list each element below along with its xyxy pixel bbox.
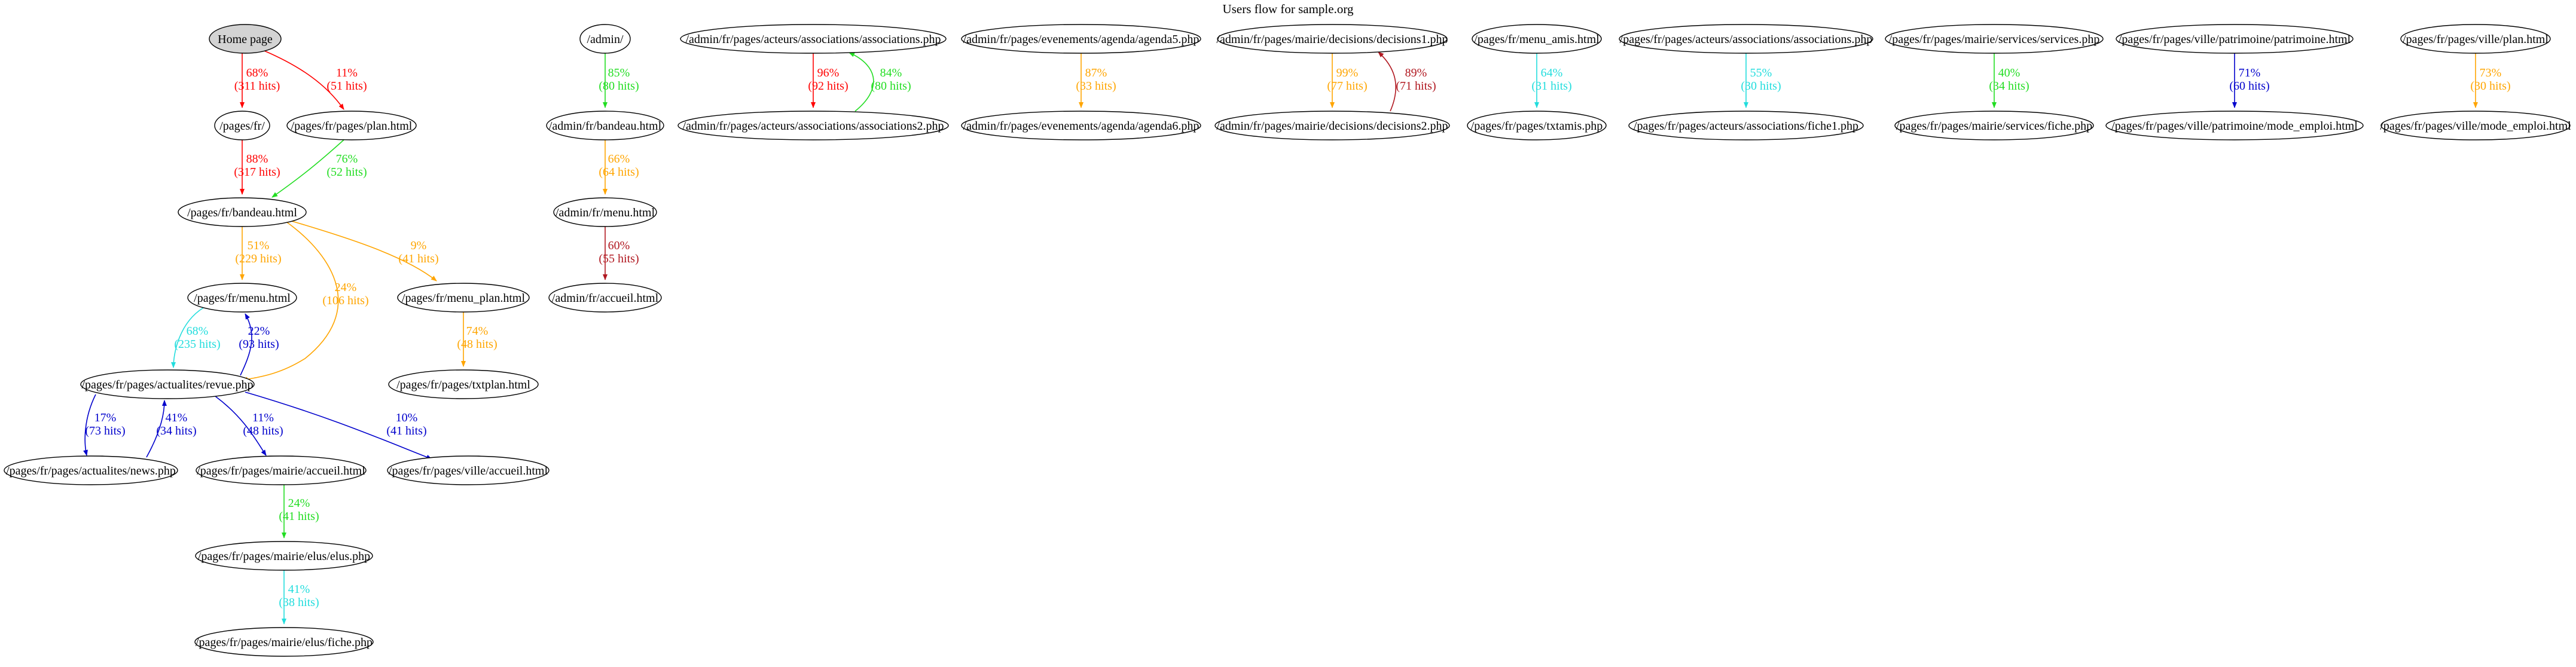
node-label: /pages/fr/pages/mairie/elus/elus.php — [197, 550, 371, 563]
node-ville-mode — [2380, 111, 2571, 140]
node-bandeau — [178, 198, 306, 227]
node-services — [1885, 25, 2103, 53]
edge-percent-label: 22% — [248, 325, 270, 338]
node-home — [209, 25, 281, 53]
node-label: /pages/fr/pages/actualites/news.php — [6, 464, 176, 478]
node-label: /pages/fr/pages/mairie/services/fiche.php — [1896, 120, 2093, 133]
node-label: /admin/fr/pages/acteurs/associations/associations2.php — [682, 120, 944, 133]
node-admin-accueil — [549, 283, 661, 312]
edge-hits-label: (34 hits) — [156, 424, 197, 437]
edge-elus-to-elus_fiche — [279, 570, 319, 624]
edge-aa_assoc2-to-aa_assoc — [849, 53, 911, 111]
edge-hits-label: (30 hits) — [1741, 79, 1781, 93]
edge-hits-label: (34 hits) — [1989, 79, 2029, 93]
edge-hits-label: (52 hits) — [326, 166, 367, 179]
node-label: /admin/fr/pages/acteurs/associations/associations.php — [685, 33, 941, 46]
edge-percent-label: 99% — [1336, 66, 1359, 79]
node-mairie-accueil — [196, 456, 366, 485]
node-news — [4, 456, 178, 485]
edge-percent-label: 84% — [880, 66, 902, 79]
edge-percent-label: 64% — [1540, 66, 1563, 79]
edge-percent-label: 17% — [94, 411, 117, 424]
edge-bandeau-to-menu_plan — [292, 221, 439, 281]
edge-arrow — [1378, 52, 1396, 111]
edge-percent-label: 24% — [288, 497, 310, 510]
edge-patrimoine-to-patrimoine_mode — [2229, 53, 2269, 108]
edge-hits-label: (80 hits) — [871, 79, 911, 93]
node-label: /pages/fr/pages/mairie/services/services.php — [1888, 33, 2100, 46]
edge-percent-label: 41% — [288, 583, 310, 596]
edge-hits-label: (77 hits) — [1327, 79, 1368, 93]
edge-hits-label: (92 hits) — [808, 79, 849, 93]
node-label: /pages/fr/pages/acteurs/associations/associations.php — [1619, 33, 1873, 46]
node-admin — [580, 25, 630, 53]
node-admin-bandeau — [547, 111, 664, 140]
node-elus-fiche — [195, 628, 373, 656]
edge-hits-label: (55 hits) — [599, 252, 639, 265]
node-revue — [81, 370, 254, 399]
edge-hits-label: (317 hits) — [234, 166, 280, 179]
edge-percent-label: 66% — [608, 152, 630, 166]
edge-revue-to-news — [85, 394, 125, 455]
edge-hits-label: (48 hits) — [457, 338, 498, 351]
edge-percent-label: 41% — [165, 411, 188, 424]
edge-hits-label: (60 hits) — [2229, 79, 2270, 93]
edge-pages_fr-to-bandeau — [234, 140, 280, 194]
edge-percent-label: 68% — [186, 325, 209, 338]
edge-percent-label: 87% — [1085, 66, 1107, 79]
node-label: /pages/fr/menu_plan.html — [401, 292, 526, 305]
edge-hits-label: (38 hits) — [279, 596, 319, 609]
edge-percent-label: 51% — [247, 239, 270, 252]
node-aa-assoc — [680, 25, 946, 53]
node-agenda5 — [962, 25, 1201, 53]
node-label: /admin/fr/pages/mairie/decisions/decisions1.php — [1216, 33, 1448, 46]
edge-admin_menu-to-admin_accueil — [599, 227, 639, 280]
node-label: /pages/fr/pages/ville/mode_emploi.html — [2380, 120, 2571, 133]
node-elus — [196, 541, 373, 570]
edge-percent-label: 11% — [252, 411, 274, 424]
node-decisions1 — [1216, 25, 1448, 53]
edge-percent-label: 24% — [334, 281, 357, 294]
edge-percent-label: 74% — [466, 325, 489, 338]
node-label: Home page — [218, 33, 273, 46]
edge-hits-label: (51 hits) — [326, 79, 367, 93]
node-label: /pages/fr/pages/ville/accueil.html — [388, 464, 548, 478]
edge-plan-to-bandeau — [272, 140, 367, 197]
node-p-assoc — [1619, 25, 1873, 53]
edge-hits-label: (311 hits) — [234, 79, 280, 93]
node-ville-plan — [2401, 25, 2550, 53]
node-label: /pages/fr/pages/acteurs/associations/fiche1.php — [1634, 120, 1858, 133]
node-label: /admin/ — [587, 33, 624, 46]
node-label: /admin/fr/accueil.html — [551, 292, 659, 305]
node-menu — [188, 283, 297, 312]
edge-news-to-revue — [146, 400, 197, 457]
edge-p_assoc-to-p_fiche1 — [1741, 53, 1781, 108]
node-patrimoine — [2116, 25, 2353, 53]
edge-home-to-pages_fr — [234, 53, 280, 108]
edge-percent-label: 71% — [2238, 66, 2261, 79]
edge-services-to-services_fiche — [1989, 53, 2029, 108]
node-admin-menu — [554, 198, 657, 227]
edge-agenda5-to-agenda6 — [1076, 53, 1116, 108]
node-label: /pages/fr/menu_amis.html — [1474, 33, 1600, 46]
node-label: /pages/fr/bandeau.html — [187, 206, 297, 219]
edge-percent-label: 11% — [336, 66, 358, 79]
graph-title: Users flow for sample.org — [1222, 2, 1354, 16]
edge-menu_amis-to-txtamis — [1531, 53, 1571, 108]
edge-hits-label: (93 hits) — [239, 338, 279, 351]
nodes-layer — [4, 25, 2571, 656]
edge-percent-label: 40% — [1998, 66, 2020, 79]
edge-hits-label: (80 hits) — [599, 79, 639, 93]
edge-hits-label: (41 hits) — [386, 424, 427, 437]
edge-percent-label: 85% — [608, 66, 630, 79]
node-services-fiche — [1895, 111, 2093, 140]
edge-admin_bandeau-to-admin_menu — [599, 140, 639, 194]
edge-hits-label: (64 hits) — [599, 166, 639, 179]
edge-hits-label: (229 hits) — [235, 252, 282, 265]
node-label: /pages/fr/pages/mairie/accueil.html — [197, 464, 365, 478]
edge-hits-label: (41 hits) — [279, 510, 319, 523]
edge-bandeau-to-menu — [235, 227, 281, 280]
edge-aa_assoc-to-aa_assoc2 — [808, 53, 848, 108]
node-label: /pages/fr/ — [219, 120, 265, 133]
edge-percent-label: 60% — [608, 239, 630, 252]
edge-hits-label: (73 hits) — [85, 424, 126, 437]
edge-decisions2-to-decisions1 — [1378, 52, 1436, 111]
node-label: /pages/fr/pages/mairie/elus/fiche.php — [195, 636, 373, 649]
node-agenda6 — [962, 111, 1201, 140]
node-label: /admin/fr/bandeau.html — [548, 120, 662, 133]
edge-percent-label: 88% — [246, 152, 268, 166]
node-label: /pages/fr/pages/txtplan.html — [396, 378, 530, 391]
edge-menu_plan-to-txtplan — [457, 312, 497, 366]
node-label: /admin/fr/menu.html — [555, 206, 655, 219]
edge-ville_plan-to-ville_mode — [2470, 53, 2510, 108]
edge-hits-label: (48 hits) — [243, 424, 283, 437]
edge-percent-label: 9% — [410, 239, 427, 252]
node-patrimoine-mode — [2106, 111, 2363, 140]
edge-hits-label: (33 hits) — [1076, 79, 1116, 93]
edge-percent-label: 96% — [817, 66, 840, 79]
node-label: /pages/fr/pages/ville/plan.html — [2403, 33, 2548, 46]
node-txtplan — [389, 370, 538, 399]
edge-hits-label: (235 hits) — [174, 338, 221, 351]
edge-hits-label: (31 hits) — [1531, 79, 1572, 93]
node-plan — [287, 111, 416, 140]
edge-hits-label: (106 hits) — [322, 294, 369, 307]
node-label: /pages/fr/pages/actualites/revue.php — [81, 378, 254, 391]
node-label: /pages/fr/pages/txtamis.php — [1470, 120, 1603, 133]
node-label: /pages/fr/pages/ville/patrimoine/mode_emploi.html — [2111, 120, 2358, 133]
edge-percent-label: 73% — [2479, 66, 2502, 79]
edge-percent-label: 55% — [1750, 66, 1772, 79]
node-menu-plan — [398, 283, 529, 312]
node-txtamis — [1467, 111, 1606, 140]
edge-admin-to-admin_bandeau — [599, 53, 639, 108]
edge-revue-to-mairie_accueil — [215, 396, 283, 455]
node-label: /pages/fr/pages/ville/patrimoine/patrimoine.html — [2118, 33, 2351, 46]
node-menu-amis — [1472, 25, 1601, 53]
node-label: /pages/fr/menu.html — [194, 292, 291, 305]
edge-percent-label: 76% — [335, 152, 358, 166]
edge-revue-to-menu — [239, 314, 279, 375]
node-label: /admin/fr/pages/evenements/agenda/agenda6.php — [963, 120, 1200, 133]
edge-percent-label: 10% — [395, 411, 418, 424]
node-label: /pages/fr/pages/plan.html — [291, 120, 413, 133]
edge-decisions1-to-decisions2 — [1327, 53, 1367, 108]
edge-mairie_accueil-to-elus — [279, 485, 319, 538]
node-label: /admin/fr/pages/mairie/decisions/decisions2.php — [1216, 120, 1448, 133]
edge-menu-to-revue — [173, 308, 221, 368]
node-p-fiche1 — [1629, 111, 1863, 140]
edge-arrow — [849, 53, 874, 111]
node-decisions2 — [1215, 111, 1449, 140]
edge-percent-label: 68% — [246, 66, 268, 79]
node-label: /admin/fr/pages/evenements/agenda/agenda5.php — [963, 33, 1200, 46]
edge-hits-label: (71 hits) — [1396, 79, 1436, 93]
edge-hits-label: (30 hits) — [2470, 79, 2511, 93]
node-ville-accueil — [387, 456, 549, 485]
edge-percent-label: 89% — [1405, 66, 1427, 79]
edge-hits-label: (41 hits) — [398, 252, 439, 265]
node-aa-assoc2 — [678, 111, 948, 140]
node-pages-fr — [215, 111, 270, 140]
